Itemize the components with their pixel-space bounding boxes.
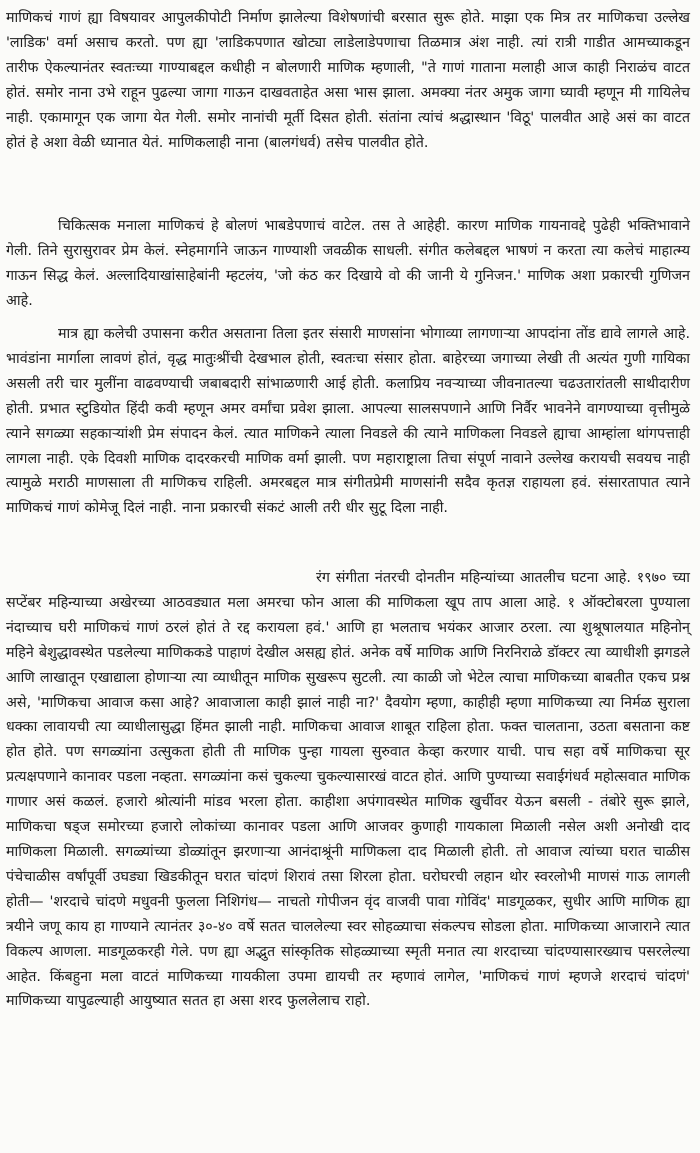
paragraph-4: रंग संगीता नंतरची दोनतीन महिन्यांच्या आतलीच घटना आहे. १९७० च्या सप्टेंबर महिन्याच्या अखेरच्या आठवड्यात मला अमरचा फोन आला की माणिकला खूप ताप आला आहे. १ ऑक्टोबरला पुण्याला नंदाच्याच घरी माणिकचं गाणं ठरलं होतं ते रद्द करायला हवं.' आणि हा भलताच भयंकर आजार ठरला. त्या शुश्रूषालयात महिनोन् महिने बेशुद्धावस्थेत पडलेल्या माणिककडे पाहाणं देखील असह्य होतं. अनेक वर्षे माणिक आणि निरनिराळे डॉक्टर त्या व्याधीशी झगडले आणि लाखातून एखाद्याला होणाऱ्या त्या व्याधीतून माणिक सुखरूप सुटली. त्या काळी जो भेटेल त्याचा माणिकच्या बाबतीत एकच प्रश्न असे, 'माणिकचा आवाज कसा आहे? आवाजाला काही झालं नाही ना?' दैवयोग म्हणा, काहीही म्हणा माणिकच्या त्या निर्मळ सुराला धक्का लावायची त्या व्याधीलासुद्धा हिंमत झाली नाही. माणिकचा आवाज शाबूत राहिला होता. फक्त चालताना, उठता बसताना कष्ट होत होते. पण सगळ्यांना उत्सुकता होती ती माणिक पुन्हा गायला सुरुवात केव्हा करणार याची. पाच सहा वर्षे माणिकचा सूर प्रत्यक्षपणाने कानावर पडला नव्हता. सगळ्यांना कसं चुकल्या चुकल्यासारखं वाटत होतं. आणि पुण्याच्या सवाईगंधर्व महोत्सवात माणिक गाणार असं कळलं. हजारो श्रोत्यांनी मांडव भरला होता. काहीशा अपंगावस्थेत माणिक खुर्चीवर येऊन बसली - तंबोरे सुरू झाले, माणिकचा षड्ज समोरच्या हजारो लोकांच्या कानावर पडला आणि आजवर कुणाही गायकाला मिळाली नसेल अशी अनोखी दाद माणिकला मिळाली. सगळ्यांच्या डोळ्यांतून झरणाऱ्या आनंदाश्रूंनी माणिकला दाद मिळाली होती. तो आवाज त्यांच्या घरात चाळीस पंचेचाळीस वर्षांपूर्वी उघड्या खिडकीतून घरात चांदणं शिरावं तसा शिरला होता. घरोघरची लहान थोर स्वरलोभी माणसं गाऊ लागली होती— 'शरदाचे चांदणे मधुवनी फुलला निशिगंध— नाचतो गोपीजन वृंद वाजवी पावा गोविंद' माडगूळकर, सुधीर आणि माणिक ह्या त्रयीने जणू काय हा गाण्याने त्यानंतर ३०-४० वर्षे सतत चाललेल्या स्वर सोहळ्याचा संकल्पच सोडला होता. माणिकच्या आजाराने त्यात विकल्प आणला. माडगूळकरही गेले. पण ह्या अद्भुत सांस्कृतिक सोहळ्याच्या स्मृती मनात त्या शरदाच्या चांदण्यासारख्याच पसरलेल्या आहेत. किंबहुना मला वाटतं माणिकच्या गायकीला उपमा द्यायची तर म्हणावं लागेल, 'माणिकचं गाणं म्हणजे शरदाचं चांदणं' माणिकच्या यापुढल्याही आयुष्यात सतत हा असा शरद फुललेलाच राहो.: [6, 570, 691, 1010]
paragraph-1: माणिकचं गाणं ह्या विषयावर आपुलकीपोटी निर्माण झालेल्या विशेषणांची बरसात सुरू होते. माझा एक मित्र तर माणिकचा उल्लेख 'लाडिक' वर्मा असाच करतो. पण ह्या 'लाडिकपणात खोट्या लाडेलाडेपणाचा तिळमात्र अंश नाही. त्यां रात्री गाडीत आमच्याकडून तारीफ ऐकल्यानंतर स्वतःच्या गाण्याबद्दल कधीही न बोलणारी माणिक म्हणाली, "ते गाणं गाताना मलाही आज काही निराळंच वाटत होतं. समोर नाना उभे राहून पुढल्या जागा गाऊन दाखवताहेत असा भास झाला. अमक्या नंतर अमुक जागा घ्यावी म्हणून मी गायिलेच नाही. एकामागून एक जागा येत गेली. समोर नानांची मूर्ती दिसत होती. संतांना त्यांचं श्रद्धास्थान 'विठू' पालवीत आहे असं का वाटत होतं हे अशा वेळी ध्यानात येतं. माणिकलाही नाना (बालगंधर्व) तसेच पालवीत होते.: [6, 10, 690, 151]
paragraph-3: मात्र ह्या कलेची उपासना करीत असताना तिला इतर संसारी माणसांना भोगाव्या लागणाऱ्या आपदांना तोंड द्यावे लागले आहे. भावंडांना मार्गाला लावणं होतं, वृद्ध मातुःश्रींची देखभाल होती, स्वतःचा संसार होता. बाहेरच्या जगाच्या लेखी ती अत्यंत गुणी गायिका असली तरी चार मुलींना वाढवण्याची जबाबदारी सांभाळणारी आई होती. कलाप्रिय नवऱ्याच्या जीवनातल्या चढउतारांतली साथीदारीण होती. प्रभात स्टुडियोत हिंदी कवी म्हणून अमर वर्मांचा प्रवेश झाला. आपल्या सालसपणाने आणि निर्वैर भावनेने वागण्याच्या वृत्तीमुळे त्याने सगळ्या सहकाऱ्यांशी प्रेम संपादन केलं. त्यात माणिकने त्याला निवडले की त्याने माणिकला निवडले ह्याचा आम्हांला थांगपत्ताही लागला नाही. एके दिवशी माणिक दादरकरची माणिक वर्मा झाली. पण महाराष्ट्राला तिचा संपूर्ण नावाने उल्लेख करायची सवयच नाही त्यामुळे मराठी माणसाला ती माणिकच राहिली. अमरबद्दल मात्र संगीतप्रेमी माणसांनी सदैव कृतज्ञ राहायला हवं. संसारतापात त्याने माणिकचं गाणं कोमेजू दिलं नाही. नाना प्रकारची संकटं आली तरी धीर सुटू दिला नाही.: [6, 326, 690, 517]
paragraph-2: चिकित्सक मनाला माणिकचं हे बोलणं भाबडेपणाचं वाटेल. तस ते आहेही. कारण माणिक गायनावद्दे पुढेही भक्तिभावाने गेली. तिने सुरासुरावर प्रेम केलं. स्नेहमार्गाने जाऊन गाण्याशी जवळीक साधली. संगीत कलेबद्दल भाषणं न करता त्या कलेचं माहात्म्य गाऊन सिद्ध केलं. अल्लादियाखांसाहेबांनी म्हटलंय, 'जो कंठ कर दिखाये वो की जानी ये गुनिजन.' माणिक अशा प्रकारची गुणिजन आहे.: [6, 218, 690, 309]
